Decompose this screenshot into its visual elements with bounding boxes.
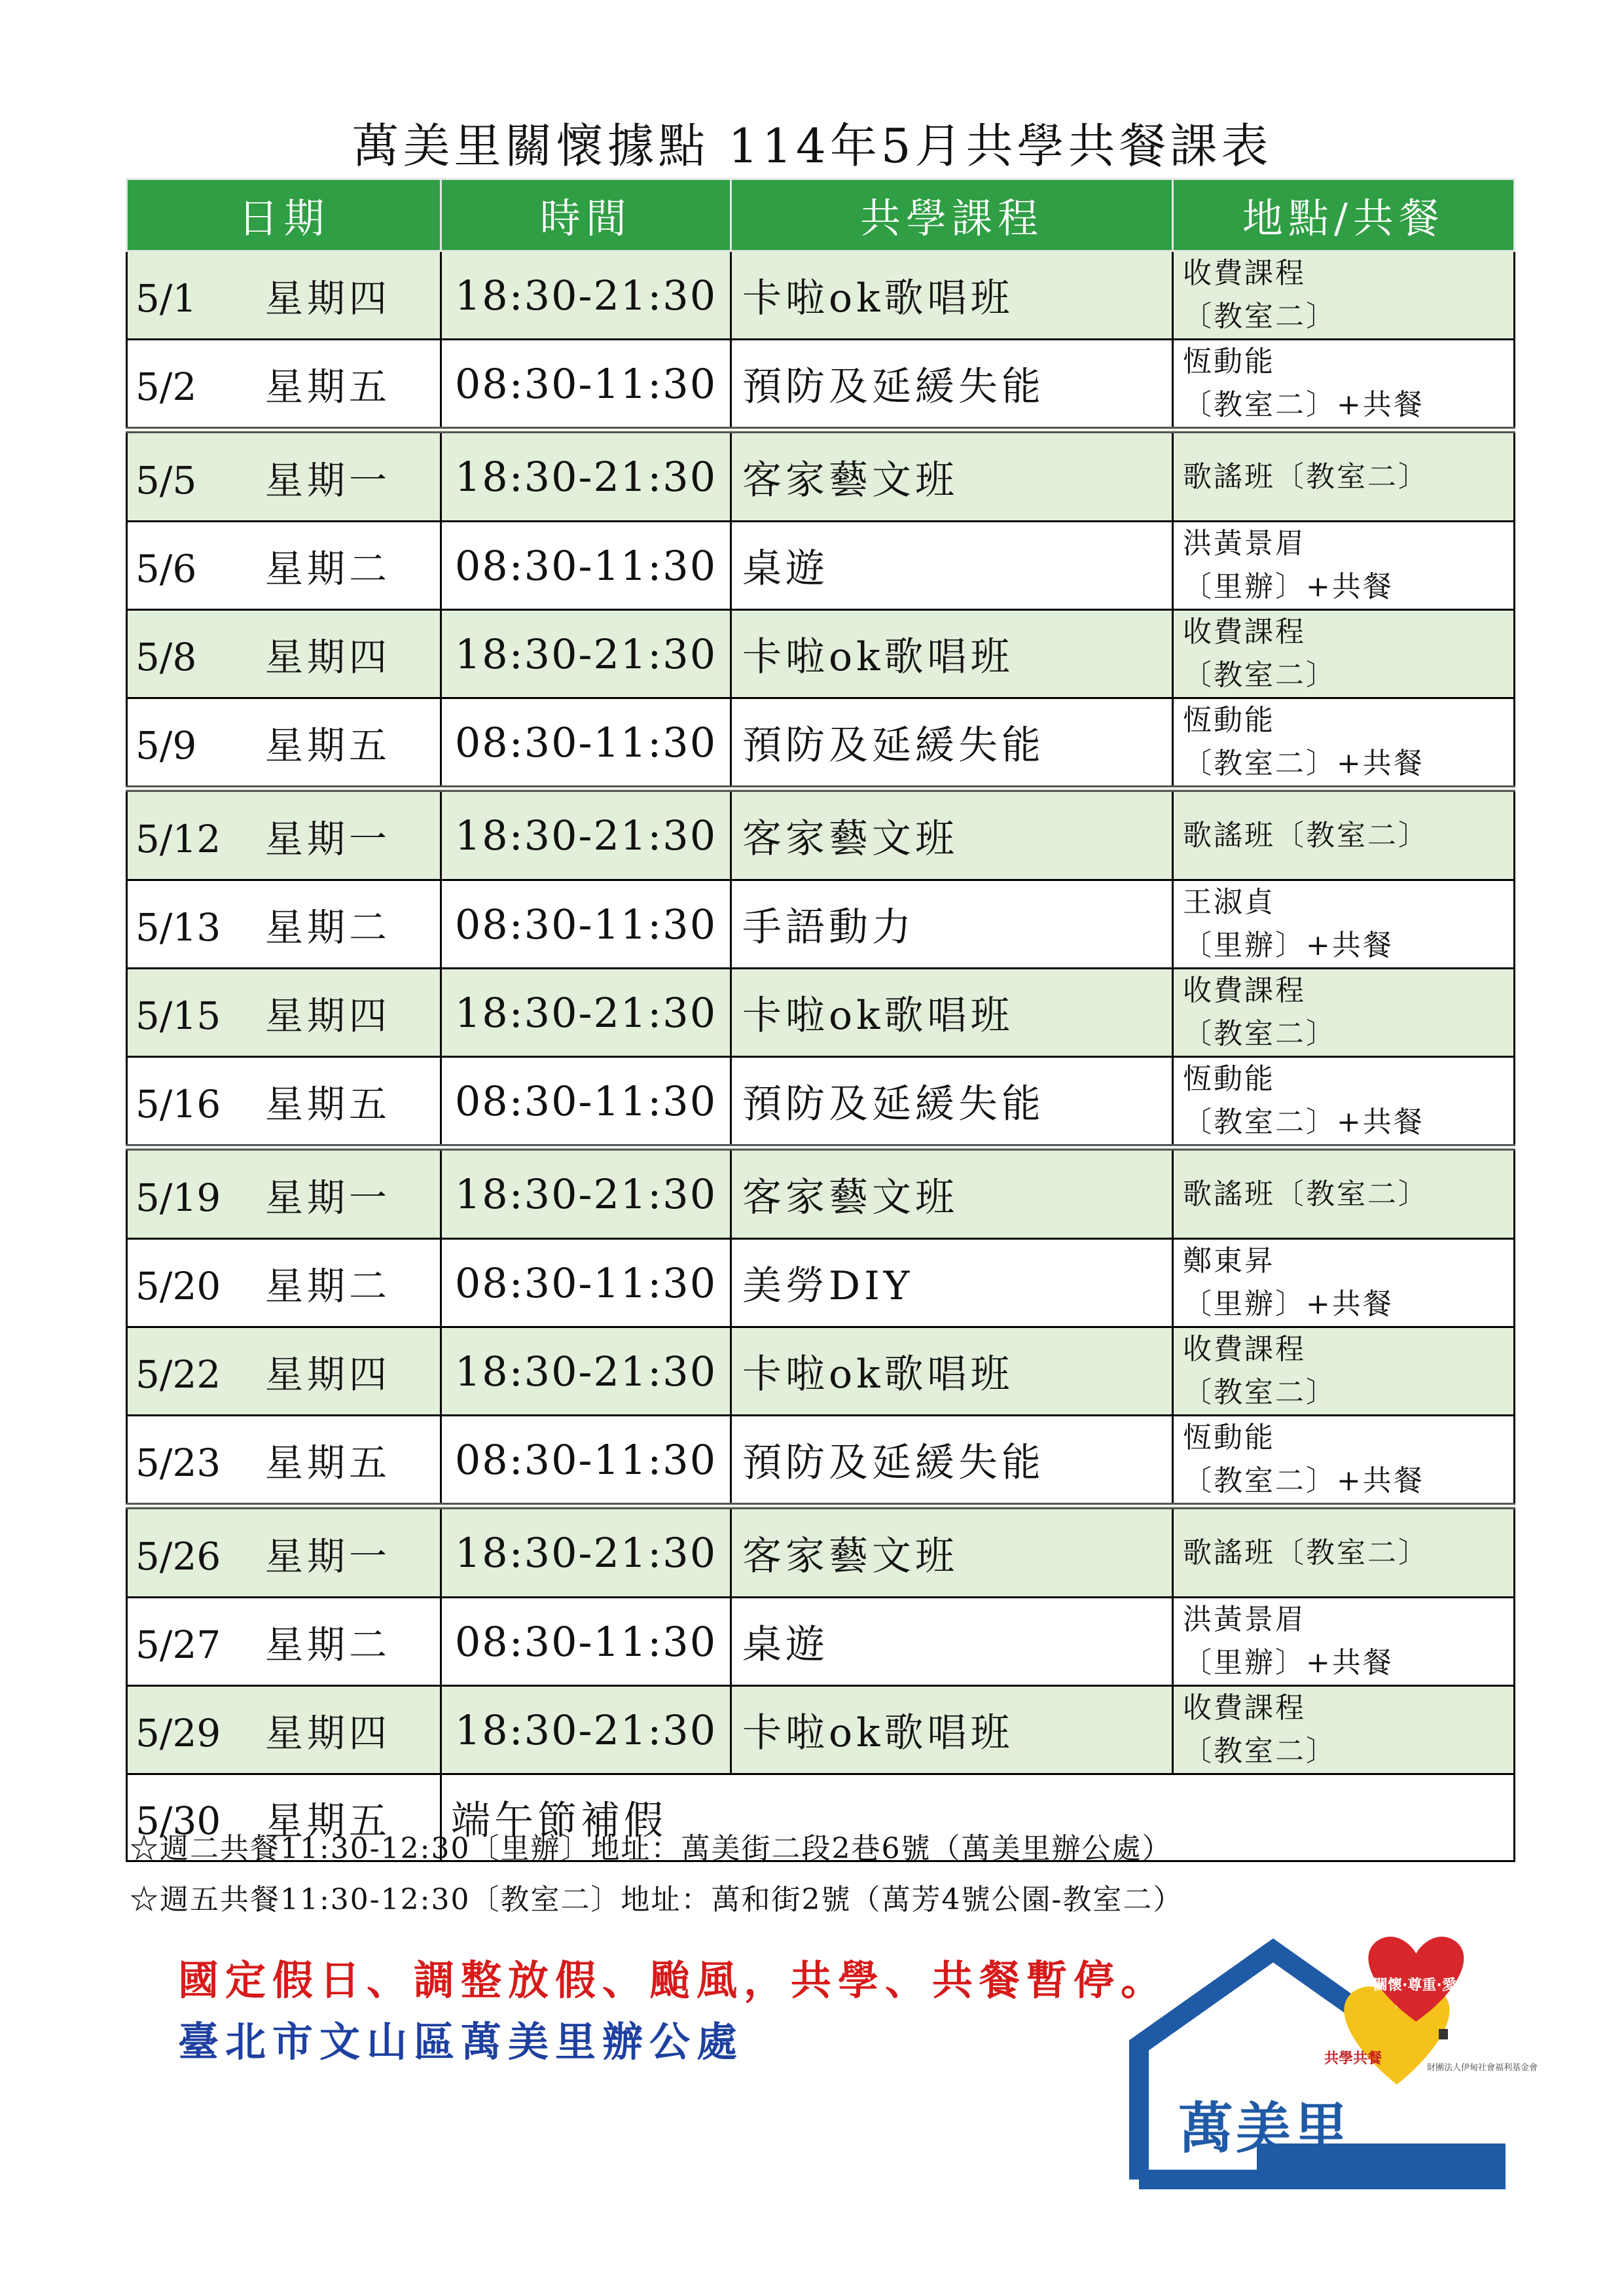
weekday-text: 星期四 — [265, 1352, 391, 1397]
place-line-1: 鄭東昇 — [1183, 1244, 1275, 1278]
office-name: 臺北市文山區萬美里辦公處 — [178, 2018, 744, 2066]
place-line-1: 洪黃景眉 — [1183, 527, 1306, 560]
place-line-1: 收費課程 — [1183, 1691, 1306, 1725]
schedule-body — [127, 251, 1515, 1861]
cell-time: 18:30-21:30 — [441, 969, 731, 1057]
cell-course: 卡啦ok歌唱班 — [731, 251, 1173, 340]
cell-date — [127, 340, 441, 431]
date-text: 5/30 — [135, 1799, 221, 1843]
cell-place — [1173, 340, 1515, 431]
weekday-text: 星期四 — [265, 994, 391, 1038]
table-row — [127, 340, 1515, 431]
place-line-1: 收費課程 — [1183, 257, 1306, 290]
table-row — [127, 698, 1515, 789]
cell-course: 手語動力 — [731, 880, 1173, 969]
place-line-1: 歌謠班〔教室二〕 — [1183, 460, 1429, 493]
cell-time: 18:30-21:30 — [441, 1327, 731, 1416]
date-text: 5/29 — [135, 1711, 221, 1755]
place-line-2: 〔教室二〕+共餐 — [1183, 1105, 1424, 1139]
weekday-text: 星期五 — [265, 365, 391, 409]
table-row — [127, 522, 1515, 610]
cell-course: 預防及延緩失能 — [731, 1416, 1173, 1507]
cell-date — [127, 610, 441, 698]
weekday-text: 星期五 — [265, 1082, 391, 1126]
cell-place — [1173, 1239, 1515, 1327]
date-text: 5/26 — [135, 1534, 221, 1579]
cell-place — [1173, 522, 1515, 610]
cell-date — [127, 969, 441, 1057]
cell-time: 18:30-21:30 — [441, 430, 731, 522]
place-line-2: 〔教室二〕+共餐 — [1183, 747, 1424, 780]
cell-time: 18:30-21:30 — [441, 251, 731, 340]
place-line-1: 歌謠班〔教室二〕 — [1183, 1536, 1429, 1570]
date-text: 5/8 — [135, 635, 197, 679]
table-row — [127, 1686, 1515, 1774]
logo-tiny-text: 財團法人伊甸社會福利基金會 — [1427, 2063, 1538, 2073]
date-text: 5/9 — [135, 723, 197, 768]
place-line-2: 〔里辦〕+共餐 — [1183, 1646, 1394, 1679]
cell-course: 卡啦ok歌唱班 — [731, 610, 1173, 698]
place-line-2: 〔教室二〕+共餐 — [1183, 388, 1424, 422]
cell-date — [127, 1147, 441, 1239]
date-text: 5/19 — [135, 1175, 221, 1220]
cell-course: 客家藝文班 — [731, 430, 1173, 522]
cell-place — [1173, 1506, 1515, 1598]
weekday-text: 星期一 — [265, 457, 391, 503]
date-text: 5/1 — [135, 276, 197, 321]
date-text: 5/15 — [135, 994, 221, 1038]
cell-place — [1173, 1686, 1515, 1774]
note-friday-meal: ☆週五共餐11:30-12:30〔教室二〕地址：萬和街2號（萬芳4號公園-教室二） — [130, 1883, 1183, 1916]
cell-course: 桌遊 — [731, 1598, 1173, 1686]
note-tuesday-meal: ☆週二共餐11:30-12:30〔里辦〕地址：萬美街二段2巷6號（萬美里辦公處） — [130, 1832, 1172, 1865]
date-text: 5/13 — [135, 905, 221, 950]
cell-time: 08:30-11:30 — [441, 1598, 731, 1686]
cell-date — [127, 1327, 441, 1416]
cell-place — [1173, 251, 1515, 340]
place-line-1: 收費課程 — [1183, 615, 1306, 649]
table-row — [127, 1147, 1515, 1239]
cell-time: 08:30-11:30 — [441, 1239, 731, 1327]
weekday-text: 星期五 — [265, 1799, 391, 1843]
cell-course: 預防及延緩失能 — [731, 340, 1173, 431]
weekday-text: 星期二 — [265, 1623, 391, 1667]
cell-date — [127, 880, 441, 969]
header-place: 地點/共餐 — [1173, 179, 1515, 251]
cell-time: 18:30-21:30 — [441, 1506, 731, 1598]
weekday-text: 星期一 — [265, 816, 391, 861]
cell-course: 客家藝文班 — [731, 1506, 1173, 1598]
cell-time: 18:30-21:30 — [441, 1147, 731, 1239]
logo-subtitle: 社區照顧關懷據點 — [1260, 2162, 1439, 2187]
place-line-1: 恆動能 — [1183, 704, 1275, 737]
cell-place — [1173, 698, 1515, 789]
cell-time: 08:30-11:30 — [441, 1057, 731, 1148]
weekday-text: 星期四 — [265, 276, 391, 321]
date-text: 5/27 — [135, 1623, 221, 1667]
place-line-1: 恆動能 — [1183, 1062, 1275, 1096]
cell-date — [127, 789, 441, 880]
cell-course: 卡啦ok歌唱班 — [731, 1686, 1173, 1774]
place-line-1: 洪黃景眉 — [1183, 1603, 1306, 1636]
cell-place — [1173, 789, 1515, 880]
table-row — [127, 1327, 1515, 1416]
place-line-2: 〔教室二〕 — [1183, 300, 1337, 333]
cell-date — [127, 1239, 441, 1327]
weekday-text: 星期二 — [265, 1264, 391, 1308]
cell-time: 08:30-11:30 — [441, 340, 731, 431]
cell-place — [1173, 1598, 1515, 1686]
cell-place — [1173, 1327, 1515, 1416]
place-line-2: 〔里辦〕+共餐 — [1183, 929, 1394, 962]
place-line-2: 〔里辦〕+共餐 — [1183, 1287, 1394, 1321]
page-title: 萬美里關懷據點 114年5月共學共餐課表 — [352, 118, 1272, 173]
cell-time: 18:30-21:30 — [441, 789, 731, 880]
cell-place — [1173, 880, 1515, 969]
cell-date — [127, 1057, 441, 1148]
table-row — [127, 1239, 1515, 1327]
cell-holiday: 端午節補假 — [441, 1774, 1515, 1861]
date-text: 5/5 — [135, 457, 197, 503]
logo-name: 萬美里 — [1178, 2096, 1352, 2161]
date-text: 5/22 — [135, 1352, 221, 1397]
header-time: 時間 — [441, 179, 731, 251]
cell-place — [1173, 1057, 1515, 1148]
place-line-1: 恆動能 — [1183, 1421, 1275, 1454]
header-date: 日期 — [127, 179, 441, 251]
logo-yellow-text: 共學共餐 — [1324, 2051, 1382, 2067]
weekday-text: 星期一 — [265, 1175, 391, 1220]
cell-course: 美勞DIY — [731, 1239, 1173, 1327]
weekday-text: 星期五 — [265, 1441, 391, 1485]
table-row — [127, 1598, 1515, 1686]
date-text: 5/2 — [135, 365, 197, 409]
place-line-2: 〔教室二〕 — [1183, 1376, 1337, 1409]
community-logo — [1100, 1931, 1538, 2193]
weekday-text: 星期二 — [265, 905, 391, 950]
cell-course: 客家藝文班 — [731, 1147, 1173, 1239]
weekday-text: 星期二 — [265, 547, 391, 591]
cell-place — [1173, 610, 1515, 698]
cell-course: 客家藝文班 — [731, 789, 1173, 880]
table-row — [127, 1057, 1515, 1148]
cell-course: 卡啦ok歌唱班 — [731, 969, 1173, 1057]
place-line-1: 歌謠班〔教室二〕 — [1183, 819, 1429, 852]
date-text: 5/6 — [135, 547, 197, 591]
cell-course: 卡啦ok歌唱班 — [731, 1327, 1173, 1416]
weekday-text: 星期四 — [265, 1711, 391, 1755]
cell-date — [127, 698, 441, 789]
table-row — [127, 880, 1515, 969]
table-row — [127, 251, 1515, 340]
cell-date — [127, 430, 441, 522]
place-line-2: 〔教室二〕 — [1183, 658, 1337, 692]
suspension-warning: 國定假日、調整放假、颱風，共學、共餐暫停。 — [178, 1956, 1168, 2004]
header-course: 共學課程 — [731, 179, 1173, 251]
place-line-1: 收費課程 — [1183, 974, 1306, 1007]
schedule-table — [126, 178, 1515, 1862]
table-row — [127, 610, 1515, 698]
cell-date — [127, 522, 441, 610]
date-text: 5/12 — [135, 816, 221, 861]
logo-heart-text: 關懷·尊重·愛 — [1373, 1977, 1456, 1994]
weekday-text: 星期五 — [265, 723, 391, 768]
cell-place — [1173, 1416, 1515, 1507]
place-line-2: 〔里辦〕+共餐 — [1183, 570, 1394, 603]
table-row — [127, 1416, 1515, 1507]
cell-course: 桌遊 — [731, 522, 1173, 610]
cell-date — [127, 1506, 441, 1598]
cell-time: 08:30-11:30 — [441, 1416, 731, 1507]
cell-place — [1173, 430, 1515, 522]
place-line-1: 王淑貞 — [1183, 886, 1275, 919]
table-row — [127, 969, 1515, 1057]
cell-time: 18:30-21:30 — [441, 1686, 731, 1774]
cell-date — [127, 1416, 441, 1507]
place-line-2: 〔教室二〕+共餐 — [1183, 1464, 1424, 1498]
cell-course: 預防及延緩失能 — [731, 1057, 1173, 1148]
place-line-2: 〔教室二〕 — [1183, 1734, 1337, 1768]
place-line-1: 收費課程 — [1183, 1333, 1306, 1366]
cell-place — [1173, 1147, 1515, 1239]
weekday-text: 星期四 — [265, 635, 391, 679]
table-row — [127, 430, 1515, 522]
cell-time: 08:30-11:30 — [441, 698, 731, 789]
date-text: 5/16 — [135, 1082, 221, 1126]
date-text: 5/20 — [135, 1264, 221, 1308]
weekday-text: 星期一 — [265, 1534, 391, 1579]
cell-time: 18:30-21:30 — [441, 610, 731, 698]
table-header-row — [127, 179, 1515, 251]
cell-course: 預防及延緩失能 — [731, 698, 1173, 789]
table-row — [127, 1506, 1515, 1598]
cell-time: 08:30-11:30 — [441, 522, 731, 610]
cell-place — [1173, 969, 1515, 1057]
cell-date — [127, 1598, 441, 1686]
table-row — [127, 789, 1515, 880]
date-text: 5/23 — [135, 1441, 221, 1485]
place-line-2: 〔教室二〕 — [1183, 1017, 1337, 1050]
cell-date — [127, 251, 441, 340]
cell-date — [127, 1686, 441, 1774]
place-line-1: 歌謠班〔教室二〕 — [1183, 1177, 1429, 1211]
cell-time: 08:30-11:30 — [441, 880, 731, 969]
place-line-1: 恆動能 — [1183, 345, 1275, 378]
